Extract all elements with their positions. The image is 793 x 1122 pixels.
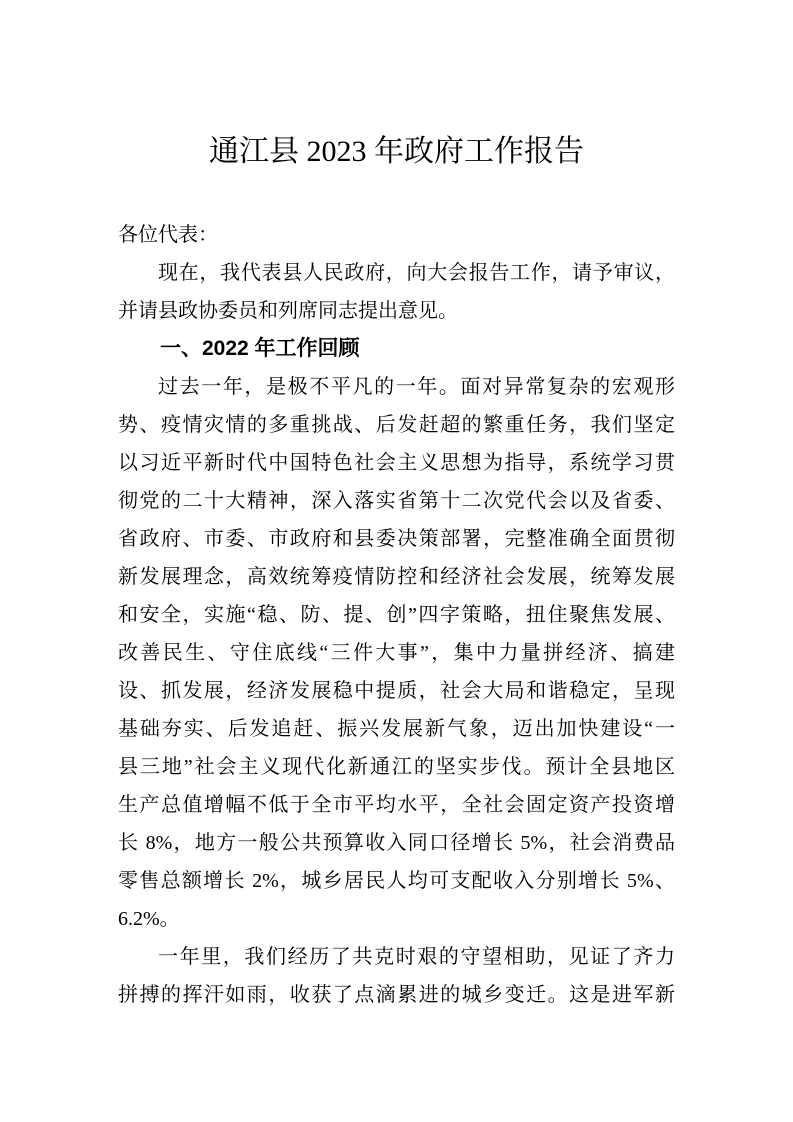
review-paragraph-line: 设、抓发展，经济发展稳中提质，社会大局和谐稳定，呈现 <box>118 680 675 702</box>
review-paragraph-line: 以习近平新时代中国特色社会主义思想为指导，系统学习贯 <box>118 452 675 474</box>
year-summary-paragraph-line-1: 一年里，我们经历了共克时艰的守望相助，见证了齐力 <box>158 946 675 968</box>
section-heading-2022-review: 一、2022 年工作回顾 <box>160 337 360 360</box>
review-paragraph-line: 基础夯实、后发追赶、振兴发展新气象，迈出加快建设“一 <box>118 718 675 740</box>
review-paragraph-line: 生产总值增幅不低于全市平均水平，全社会固定资产投资增 <box>118 794 675 816</box>
review-paragraph-line: 过去一年，是极不平凡的一年。面对异常复杂的宏观形 <box>158 376 675 398</box>
intro-paragraph-line-2: 并请县政协委员和列席同志提出意见。 <box>118 300 458 322</box>
review-paragraph-line-statistics: 长 8%，地方一般公共预算收入同口径增长 5%，社会消费品 <box>118 832 675 854</box>
review-paragraph-line: 势、疫情灾情的多重挑战、后发赶超的繁重任务，我们坚定 <box>118 414 675 436</box>
review-paragraph-line: 新发展理念，高效统筹疫情防控和经济社会发展，统筹发展 <box>118 566 675 588</box>
salutation-line: 各位代表： <box>118 224 218 246</box>
review-paragraph-line: 县三地”社会主义现代化新通江的坚实步伐。预计全县地区 <box>118 756 675 778</box>
review-paragraph-line: 改善民生、守住底线“三件大事”，集中力量拼经济、搞建 <box>118 642 675 664</box>
intro-paragraph-line-1: 现在，我代表县人民政府，向大会报告工作，请予审议， <box>158 262 675 284</box>
review-paragraph-line: 和安全，实施“稳、防、提、创”四字策略，扭住聚焦发展、 <box>118 604 675 626</box>
review-paragraph-line: 彻党的二十大精神，深入落实省第十二次党代会以及省委、 <box>118 490 675 512</box>
year-summary-paragraph-line-2: 拼搏的挥汗如雨，收获了点滴累进的城乡变迁。这是进军新 <box>118 984 675 1006</box>
review-paragraph-line: 省政府、市委、市政府和县委决策部署，完整准确全面贯彻 <box>118 528 675 550</box>
document-title: 通江县 2023 年政府工作报告 <box>209 135 584 168</box>
review-paragraph-line-end: 6.2%。 <box>118 908 180 930</box>
review-paragraph-line-statistics: 零售总额增长 2%，城乡居民人均可支配收入分别增长 5%、 <box>118 870 675 892</box>
